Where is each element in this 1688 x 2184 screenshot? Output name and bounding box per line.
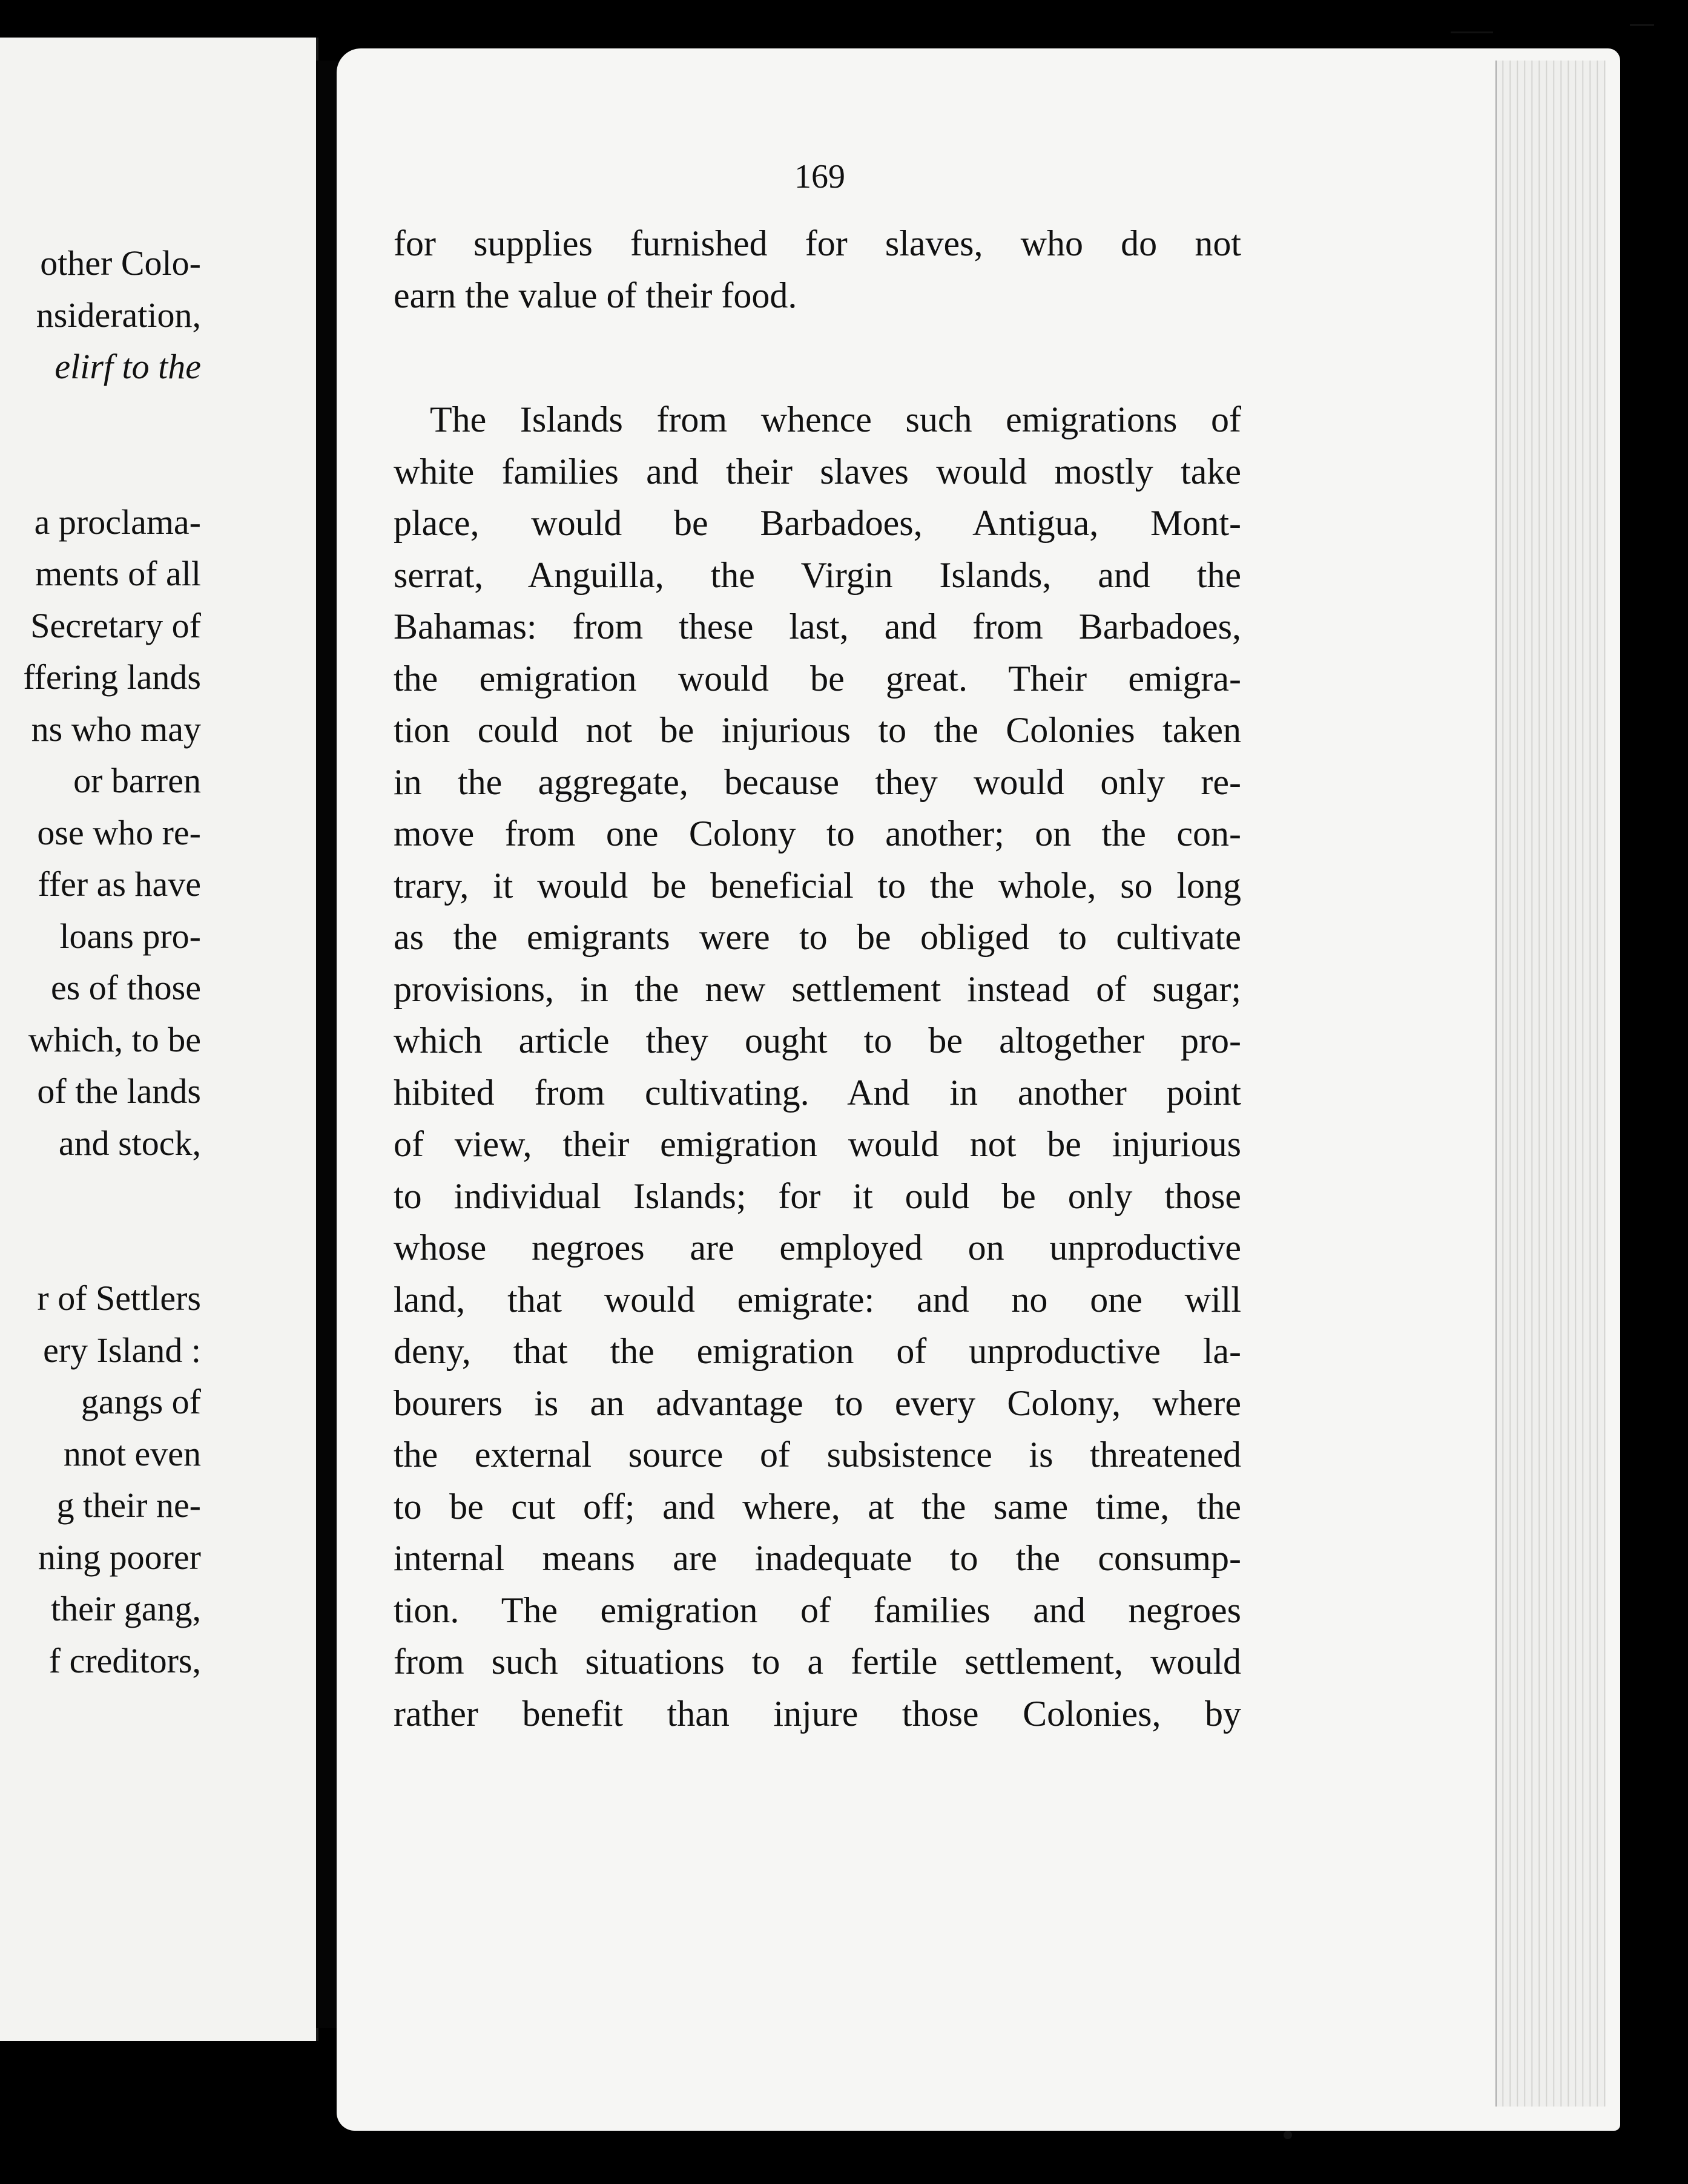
text-line: Bahamas: from these last, and from Barbadoes, [394, 607, 1241, 646]
left-line: ose who re- [37, 812, 201, 852]
text-line: whose negroes are employed on unproductive [394, 1228, 1241, 1268]
text-line: as the emigrants were to be obliged to cultivate [394, 917, 1241, 957]
text-line: hibited from cultivating. And in another point [394, 1072, 1241, 1113]
text-line: serrat, Anguilla, the Virgin Islands, and the [394, 554, 1241, 595]
left-line: es of those [50, 968, 201, 1007]
text-line: the emigration would be great. Their emigra- [394, 658, 1241, 699]
left-line: ffering lands [23, 657, 201, 697]
left-line: ery Island : [43, 1330, 201, 1370]
left-line: Secretary of [30, 605, 201, 645]
left-line: other Colo- [40, 243, 201, 283]
right-page-text [394, 218, 1241, 1740]
text-line: the external source of subsistence is threatened [394, 1435, 1241, 1475]
left-blank [0, 393, 201, 496]
text-line: from such situations to a fertile settlement, would [394, 1642, 1241, 1682]
text-line: land, that would emigrate: and no one will [394, 1279, 1241, 1320]
left-line: ning poorer [38, 1537, 201, 1577]
left-line: of the lands [37, 1071, 201, 1111]
text-line: rather benefit than injure those Colonies, by [394, 1693, 1241, 1734]
text-line: to be cut off; and where, at the same time, the [394, 1486, 1241, 1527]
left-line: f creditors, [48, 1640, 201, 1680]
text-line: place, would be Barbadoes, Antigua, Mont- [394, 503, 1241, 543]
left-line: and stock, [58, 1123, 201, 1163]
left-line: gangs of [81, 1382, 201, 1421]
text-line: internal means are inadequate to the consump- [394, 1538, 1241, 1578]
left-line: nsideration, [36, 295, 201, 335]
left-line: their gang, [50, 1589, 201, 1628]
text-line: for supplies furnished for slaves, who do not [394, 223, 1241, 263]
left-line: nnot even [63, 1433, 201, 1473]
scan-speck [1630, 24, 1654, 26]
text-line: move from one Colony to another; on the con- [394, 814, 1241, 854]
text-line: tion could not be injurious to the Colonies taken [394, 710, 1241, 750]
left-line: g their ne- [56, 1485, 201, 1525]
page-number: 169 [794, 158, 845, 196]
text-line: trary, it would be beneficial to the whole, so long [394, 865, 1241, 906]
left-line: loans pro- [59, 916, 201, 956]
text-line: deny, that the emigration of unproductive la- [394, 1331, 1241, 1371]
text-line: provisions, in the new settlement instead of sugar; [394, 969, 1241, 1009]
text-line: tion. The emigration of families and negroes [394, 1590, 1241, 1630]
left-line: ments of all [35, 554, 201, 593]
left-blank [0, 1169, 201, 1272]
left-line: ns who may [31, 709, 201, 749]
scan-speck [1451, 31, 1493, 33]
left-line: or barren [73, 761, 201, 800]
left-line: which, to be [28, 1019, 201, 1059]
page-fore-edge [1495, 61, 1606, 2107]
text-line: The Islands from whence such emigrations of [430, 400, 1241, 439]
left-line: ffer as have [38, 864, 201, 904]
paragraph-gap [394, 321, 1241, 394]
left-line: elirf to the [54, 347, 201, 386]
text-line: in the aggregate, because they would only re- [394, 761, 1241, 802]
text-line: which article they ought to be altogether pro- [394, 1021, 1241, 1061]
text-line: earn the value of their food. [394, 275, 797, 315]
text-line: bourers is an advantage to every Colony, where [394, 1383, 1241, 1423]
left-page [0, 38, 318, 2041]
text-line: of view, their emigration would not be injurious [394, 1124, 1241, 1164]
left-line: r of Settlers [37, 1278, 201, 1318]
text-line: white families and their slaves would mostly take [394, 451, 1241, 492]
left-page-text [0, 237, 201, 1686]
left-line: a proclama- [34, 502, 201, 542]
scan-speck [1284, 2131, 1292, 2139]
text-line: to individual Islands; for it ould be only those [394, 1176, 1241, 1216]
